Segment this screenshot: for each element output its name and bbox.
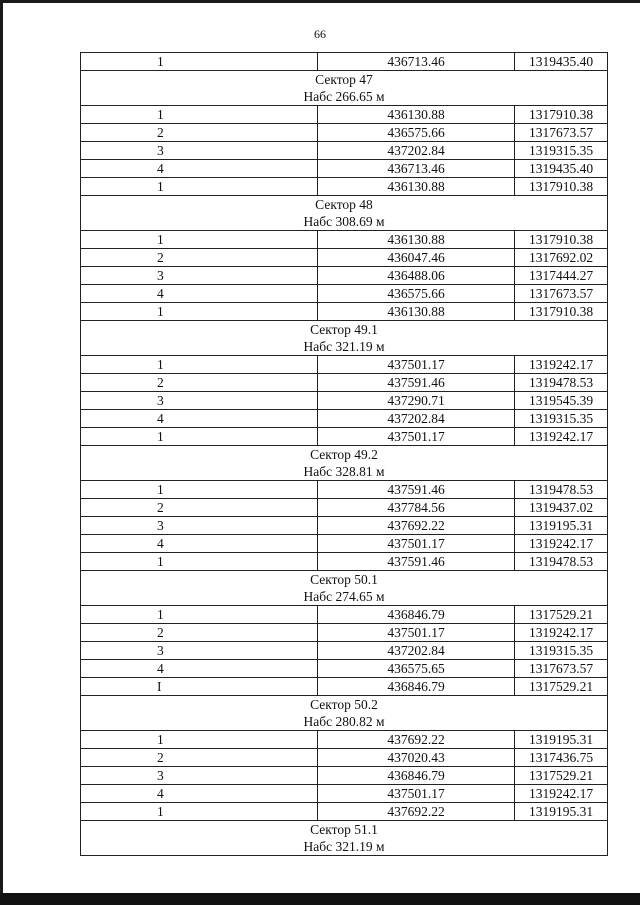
y-coordinate: 1319242.17 bbox=[515, 356, 608, 374]
scan-bottom-edge bbox=[0, 893, 640, 905]
y-coordinate: 1319435.40 bbox=[515, 160, 608, 178]
point-number: 4 bbox=[81, 785, 318, 803]
point-number: 1 bbox=[81, 428, 318, 446]
point-row bbox=[81, 481, 608, 499]
y-coordinate: 1317529.21 bbox=[515, 678, 608, 696]
point-row bbox=[81, 428, 608, 446]
x-coordinate: 436575.66 bbox=[318, 124, 515, 142]
x-coordinate: 437692.22 bbox=[318, 517, 515, 535]
x-coordinate: 436575.66 bbox=[318, 285, 515, 303]
y-coordinate: 1317673.57 bbox=[515, 660, 608, 678]
x-coordinate: 437692.22 bbox=[318, 731, 515, 749]
x-coordinate: 437784.56 bbox=[318, 499, 515, 517]
y-coordinate: 1317529.21 bbox=[515, 767, 608, 785]
y-coordinate: 1317673.57 bbox=[515, 285, 608, 303]
x-coordinate: 436130.88 bbox=[318, 106, 515, 124]
point-number: 1 bbox=[81, 303, 318, 321]
y-coordinate: 1317673.57 bbox=[515, 124, 608, 142]
sector-title: Сектор 51.1 bbox=[81, 821, 608, 839]
sector-title-row bbox=[81, 571, 608, 589]
point-row bbox=[81, 749, 608, 767]
point-number: 2 bbox=[81, 624, 318, 642]
y-coordinate: 1317692.02 bbox=[515, 249, 608, 267]
x-coordinate: 437202.84 bbox=[318, 642, 515, 660]
scan-left-edge bbox=[0, 0, 3, 905]
point-number: 1 bbox=[81, 803, 318, 821]
sector-title: Сектор 50.1 bbox=[81, 571, 608, 589]
point-number: 4 bbox=[81, 410, 318, 428]
y-coordinate: 1319545.39 bbox=[515, 392, 608, 410]
point-row bbox=[81, 249, 608, 267]
x-coordinate: 437290.71 bbox=[318, 392, 515, 410]
sector-area-row bbox=[81, 588, 608, 606]
sector-area: Набс 328.81 м bbox=[81, 463, 608, 481]
page-number: 66 bbox=[314, 27, 326, 41]
point-row bbox=[81, 553, 608, 571]
sector-area: Набс 321.19 м bbox=[81, 838, 608, 856]
point-number: 1 bbox=[81, 178, 318, 196]
sector-area-row bbox=[81, 838, 608, 856]
coordinates-table bbox=[80, 52, 608, 856]
point-row bbox=[81, 731, 608, 749]
point-row bbox=[81, 535, 608, 553]
x-coordinate: 437501.17 bbox=[318, 428, 515, 446]
x-coordinate: 437501.17 bbox=[318, 624, 515, 642]
point-number: 3 bbox=[81, 392, 318, 410]
x-coordinate: 436130.88 bbox=[318, 231, 515, 249]
point-row bbox=[81, 803, 608, 821]
sector-title-row bbox=[81, 196, 608, 214]
sector-area: Набс 274.65 м bbox=[81, 588, 608, 606]
x-coordinate: 437591.46 bbox=[318, 374, 515, 392]
point-row bbox=[81, 106, 608, 124]
y-coordinate: 1319242.17 bbox=[515, 624, 608, 642]
y-coordinate: 1319437.02 bbox=[515, 499, 608, 517]
point-number: 1 bbox=[81, 106, 318, 124]
sector-area-row bbox=[81, 88, 608, 106]
point-row bbox=[81, 267, 608, 285]
point-row bbox=[81, 517, 608, 535]
x-coordinate: 436713.46 bbox=[318, 53, 515, 71]
y-coordinate: 1319478.53 bbox=[515, 481, 608, 499]
sector-title-row bbox=[81, 446, 608, 464]
point-number: 1 bbox=[81, 606, 318, 624]
x-coordinate: 436575.65 bbox=[318, 660, 515, 678]
point-number: 1 bbox=[81, 356, 318, 374]
point-number: 2 bbox=[81, 374, 318, 392]
point-row bbox=[81, 499, 608, 517]
x-coordinate: 437692.22 bbox=[318, 803, 515, 821]
y-coordinate: 1317910.38 bbox=[515, 178, 608, 196]
sector-area-row bbox=[81, 463, 608, 481]
x-coordinate: 437202.84 bbox=[318, 410, 515, 428]
point-row bbox=[81, 178, 608, 196]
point-number: 4 bbox=[81, 660, 318, 678]
sector-area-row bbox=[81, 213, 608, 231]
point-number: 3 bbox=[81, 517, 318, 535]
point-row bbox=[81, 124, 608, 142]
y-coordinate: 1319195.31 bbox=[515, 517, 608, 535]
y-coordinate: 1319478.53 bbox=[515, 374, 608, 392]
y-coordinate: 1317444.27 bbox=[515, 267, 608, 285]
x-coordinate: 436488.06 bbox=[318, 267, 515, 285]
point-number: 1 bbox=[81, 53, 318, 71]
sector-area-row bbox=[81, 713, 608, 731]
point-number: 4 bbox=[81, 535, 318, 553]
coordinates-table-body bbox=[81, 53, 608, 856]
point-number: 1 bbox=[81, 731, 318, 749]
point-row bbox=[81, 285, 608, 303]
point-number: 1 bbox=[81, 231, 318, 249]
x-coordinate: 436846.79 bbox=[318, 678, 515, 696]
point-row bbox=[81, 231, 608, 249]
sector-title-row bbox=[81, 71, 608, 89]
point-number: 2 bbox=[81, 499, 318, 517]
point-row bbox=[81, 392, 608, 410]
x-coordinate: 437020.43 bbox=[318, 749, 515, 767]
scan-top-edge bbox=[0, 0, 640, 3]
x-coordinate: 437591.46 bbox=[318, 481, 515, 499]
point-row bbox=[81, 678, 608, 696]
point-number: 4 bbox=[81, 285, 318, 303]
point-number: 2 bbox=[81, 249, 318, 267]
y-coordinate: 1319242.17 bbox=[515, 785, 608, 803]
y-coordinate: 1319195.31 bbox=[515, 803, 608, 821]
sector-area: Набс 266.65 м bbox=[81, 88, 608, 106]
y-coordinate: 1319315.35 bbox=[515, 142, 608, 160]
y-coordinate: 1319478.53 bbox=[515, 553, 608, 571]
x-coordinate: 437202.84 bbox=[318, 142, 515, 160]
x-coordinate: 436130.88 bbox=[318, 303, 515, 321]
y-coordinate: 1319242.17 bbox=[515, 535, 608, 553]
point-row bbox=[81, 53, 608, 71]
y-coordinate: 1317910.38 bbox=[515, 303, 608, 321]
point-row bbox=[81, 624, 608, 642]
point-number: 3 bbox=[81, 142, 318, 160]
point-row bbox=[81, 160, 608, 178]
point-row bbox=[81, 356, 608, 374]
sector-area: Набс 308.69 м bbox=[81, 213, 608, 231]
x-coordinate: 436846.79 bbox=[318, 606, 515, 624]
point-row bbox=[81, 142, 608, 160]
point-number: 2 bbox=[81, 749, 318, 767]
x-coordinate: 437591.46 bbox=[318, 553, 515, 571]
x-coordinate: 437501.17 bbox=[318, 785, 515, 803]
sector-title: Сектор 48 bbox=[81, 196, 608, 214]
point-row bbox=[81, 660, 608, 678]
sector-area-row bbox=[81, 338, 608, 356]
y-coordinate: 1317910.38 bbox=[515, 106, 608, 124]
point-number: 3 bbox=[81, 642, 318, 660]
y-coordinate: 1319242.17 bbox=[515, 428, 608, 446]
y-coordinate: 1319315.35 bbox=[515, 642, 608, 660]
y-coordinate: 1319435.40 bbox=[515, 53, 608, 71]
y-coordinate: 1319195.31 bbox=[515, 731, 608, 749]
sector-area: Набс 280.82 м bbox=[81, 713, 608, 731]
point-number: 2 bbox=[81, 124, 318, 142]
x-coordinate: 436047.46 bbox=[318, 249, 515, 267]
sector-area: Набс 321.19 м bbox=[81, 338, 608, 356]
sector-title: Сектор 50.2 bbox=[81, 696, 608, 714]
point-row bbox=[81, 767, 608, 785]
sector-title: Сектор 47 bbox=[81, 71, 608, 89]
point-number: 3 bbox=[81, 267, 318, 285]
point-number: 1 bbox=[81, 553, 318, 571]
x-coordinate: 436846.79 bbox=[318, 767, 515, 785]
sector-title-row bbox=[81, 321, 608, 339]
y-coordinate: 1317436.75 bbox=[515, 749, 608, 767]
point-row bbox=[81, 785, 608, 803]
sector-title: Сектор 49.2 bbox=[81, 446, 608, 464]
x-coordinate: 437501.17 bbox=[318, 356, 515, 374]
y-coordinate: 1319315.35 bbox=[515, 410, 608, 428]
point-number: 1 bbox=[81, 481, 318, 499]
sector-title-row bbox=[81, 821, 608, 839]
x-coordinate: 437501.17 bbox=[318, 535, 515, 553]
point-number: 3 bbox=[81, 767, 318, 785]
point-row bbox=[81, 374, 608, 392]
x-coordinate: 436713.46 bbox=[318, 160, 515, 178]
x-coordinate: 436130.88 bbox=[318, 178, 515, 196]
point-row bbox=[81, 642, 608, 660]
y-coordinate: 1317910.38 bbox=[515, 231, 608, 249]
point-row bbox=[81, 606, 608, 624]
y-coordinate: 1317529.21 bbox=[515, 606, 608, 624]
point-number: I bbox=[81, 678, 318, 696]
point-row bbox=[81, 410, 608, 428]
point-number: 4 bbox=[81, 160, 318, 178]
sector-title: Сектор 49.1 bbox=[81, 321, 608, 339]
point-row bbox=[81, 303, 608, 321]
sector-title-row bbox=[81, 696, 608, 714]
